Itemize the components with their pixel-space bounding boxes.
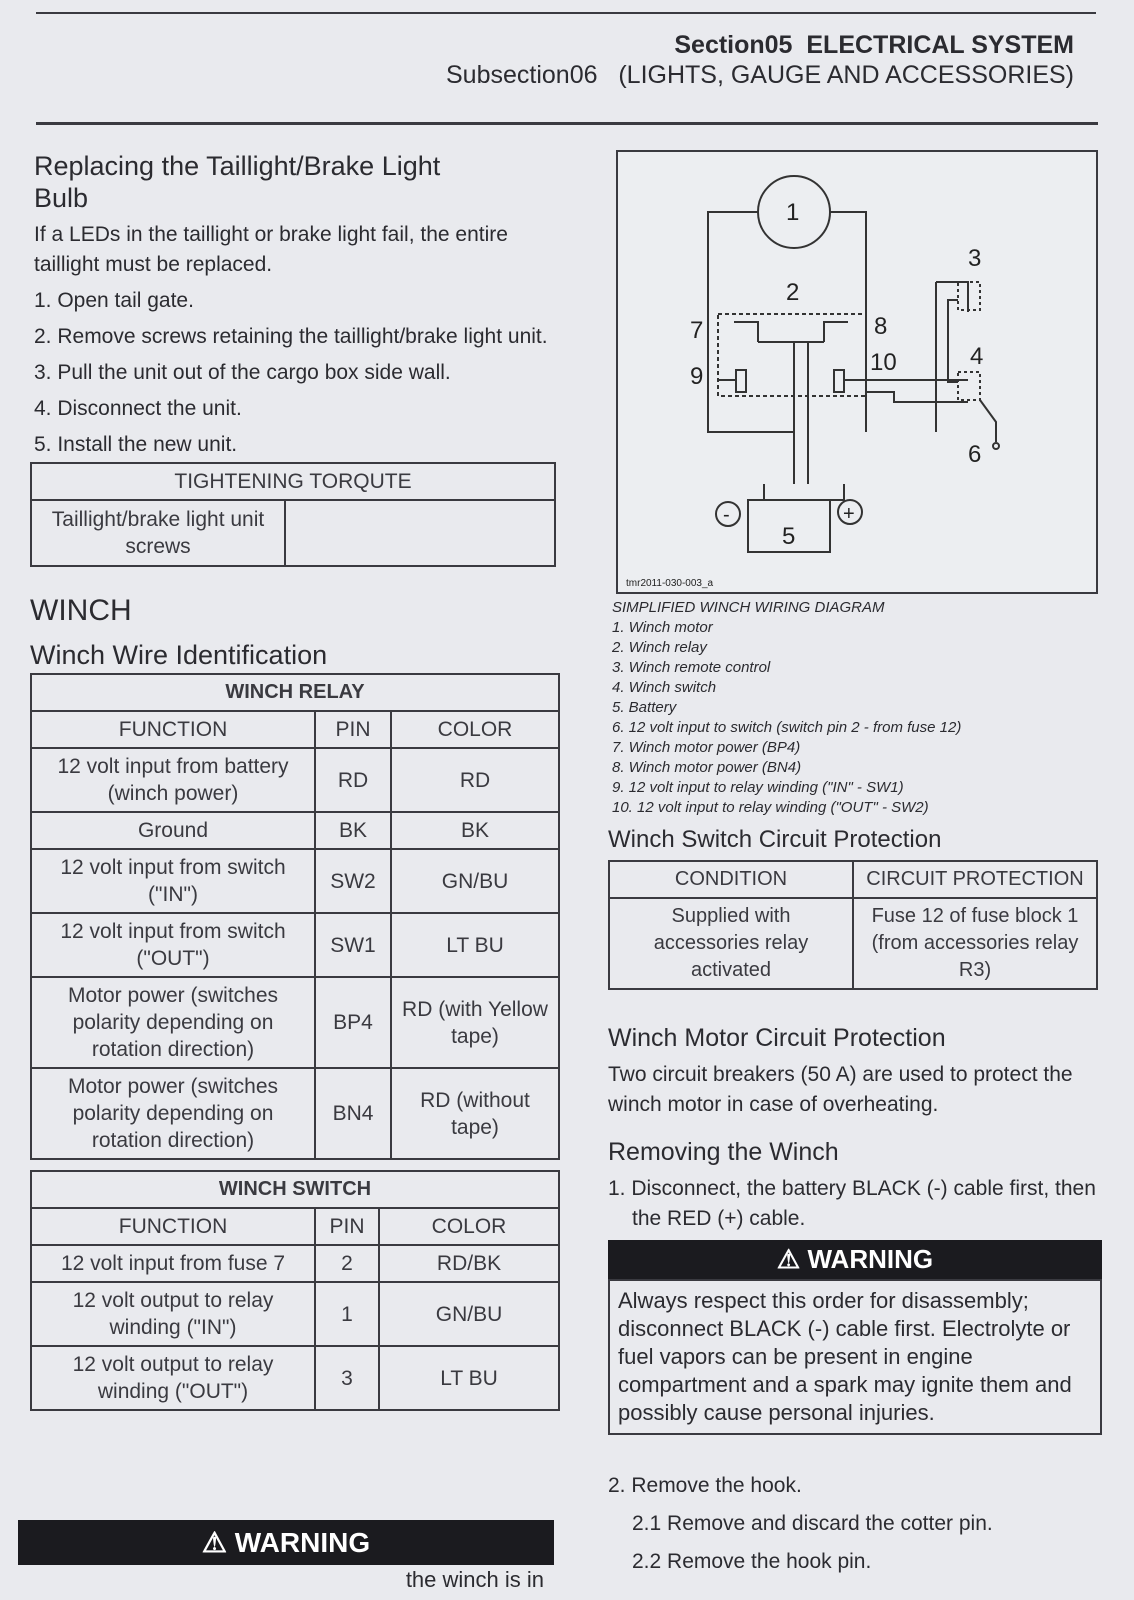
relay-cell-pin: BN4 bbox=[315, 1068, 391, 1159]
label-4: 4 bbox=[970, 343, 984, 370]
label-plus: + bbox=[843, 503, 855, 525]
image-code: tmr2011-030-003_a bbox=[626, 578, 714, 589]
switch-col-color: COLOR bbox=[379, 1208, 559, 1245]
label-2: 2 bbox=[786, 279, 800, 306]
removing-warning-bar bbox=[608, 1240, 1102, 1279]
table-row bbox=[31, 812, 559, 849]
subsection-label: Subsection bbox=[445, 61, 570, 89]
section-header bbox=[446, 30, 1074, 90]
switch-cell-pin: 3 bbox=[315, 1346, 379, 1410]
label-8: 8 bbox=[874, 313, 888, 340]
table-row bbox=[31, 1245, 559, 1282]
table-row bbox=[31, 1068, 559, 1159]
diagram-caption-title: SIMPLIFIED WINCH WIRING DIAGRAM bbox=[612, 599, 885, 616]
wire bbox=[936, 282, 996, 442]
step-5: 5. Install the new unit. bbox=[34, 433, 238, 456]
taillight-intro: If a LEDs in the taillight or brake light fail, the entire taillight must be replaced. bbox=[34, 223, 508, 276]
top-rule bbox=[36, 12, 1096, 14]
relay-cell-pin: SW2 bbox=[315, 849, 391, 913]
list-item: 6. 12 volt input to switch (switch pin 2 - from fuse 12) bbox=[612, 719, 962, 736]
removing-warning bbox=[608, 1240, 1102, 1435]
step-2: 2. Remove screws retaining the taillight/brake light unit. bbox=[34, 325, 548, 348]
wiring-diagram-frame bbox=[616, 150, 1098, 594]
winch-relay-table bbox=[30, 673, 560, 1160]
switch-symbol bbox=[958, 372, 980, 400]
switch-cell-color: GN/BU bbox=[379, 1282, 559, 1346]
switch-cell-color: LT BU bbox=[379, 1346, 559, 1410]
switch-table-title: WINCH SWITCH bbox=[31, 1171, 559, 1208]
motor-protection-text: Two circuit breakers (50 A) are used to protect the winch motor in case of overheating. bbox=[608, 1063, 1073, 1116]
switch-cell-pin: 1 bbox=[315, 1282, 379, 1346]
torque-item: Taillight/brake light unit screws bbox=[31, 500, 285, 566]
taillight-title bbox=[34, 150, 562, 214]
wire bbox=[866, 392, 968, 402]
list-item: 10. 12 volt input to relay winding ("OUT" - SW2) bbox=[612, 799, 929, 816]
relay-coil-symbol bbox=[834, 370, 844, 392]
list-item: 7. Winch motor power (BP4) bbox=[612, 739, 801, 756]
switch-cell-function: 12 volt output to relay winding ("OUT") bbox=[31, 1346, 315, 1410]
wire bbox=[734, 322, 848, 342]
wire bbox=[936, 282, 968, 312]
section-number: 05 bbox=[764, 31, 793, 59]
step-4: 4. Disconnect the unit. bbox=[34, 397, 242, 420]
relay-cell-function: Ground bbox=[31, 812, 315, 849]
relay-cell-function: Motor power (switches polarity depending on rotation direction) bbox=[31, 977, 315, 1068]
switch-cell-function: 12 volt output to relay winding ("IN") bbox=[31, 1282, 315, 1346]
relay-cell-pin: RD bbox=[315, 748, 391, 812]
subsection-number: 06 bbox=[569, 61, 598, 89]
step-1: 1. Open tail gate. bbox=[34, 289, 194, 312]
relay-col-pin: PIN bbox=[315, 711, 391, 748]
removing-step-1: 1. Disconnect, the battery BLACK (-) cable first, then the RED (+) cable. bbox=[608, 1177, 1096, 1230]
step-3: 3. Pull the unit out of the cargo box side wall. bbox=[34, 361, 451, 384]
bottom-warning-label: WARNING bbox=[234, 1527, 371, 1558]
list-item: 5. Battery bbox=[612, 699, 677, 716]
section-title: ELECTRICAL SYSTEM bbox=[806, 31, 1074, 59]
relay-cell-function: 12 volt input from switch ("IN") bbox=[31, 849, 315, 913]
terminal-6 bbox=[993, 443, 999, 449]
motor-protection-title: Winch Motor Circuit Protection bbox=[608, 1024, 946, 1052]
torque-table bbox=[30, 462, 556, 567]
bottom-warning-text: the winch is in bbox=[405, 1567, 544, 1592]
table-row bbox=[31, 748, 559, 812]
relay-coil-symbol bbox=[736, 370, 746, 392]
relay-col-color: COLOR bbox=[391, 711, 559, 748]
relay-cell-function: Motor power (switches polarity depending on rotation direction) bbox=[31, 1068, 315, 1159]
removing-title: Removing the Winch bbox=[608, 1138, 839, 1166]
wire bbox=[794, 432, 808, 484]
switch-cell-color: RD/BK bbox=[379, 1245, 559, 1282]
table-row bbox=[31, 849, 559, 913]
relay-cell-pin: BK bbox=[315, 812, 391, 849]
wire-id-title: Winch Wire Identification bbox=[30, 640, 328, 670]
relay-cell-color: BK bbox=[391, 812, 559, 849]
switch-cell-pin: 2 bbox=[315, 1245, 379, 1282]
table-row bbox=[31, 913, 559, 977]
wire bbox=[948, 300, 958, 382]
removing-step-2: 2. Remove the hook. bbox=[608, 1474, 802, 1497]
switch-col-function: FUNCTION bbox=[31, 1208, 315, 1245]
list-item: 9. 12 volt input to relay winding ("IN" - SW1) bbox=[612, 779, 904, 796]
label-5: 5 bbox=[782, 523, 796, 550]
torque-header: TIGHTENING TORQUTE bbox=[31, 463, 555, 500]
list-item: 2. Winch relay bbox=[612, 639, 707, 656]
wire bbox=[794, 342, 808, 432]
section-label: Section bbox=[674, 31, 765, 59]
protection-col-condition: CONDITION bbox=[609, 861, 853, 898]
left-column bbox=[30, 150, 562, 1411]
taillight-steps bbox=[34, 286, 562, 460]
label-7: 7 bbox=[690, 317, 704, 344]
winch-switch-table bbox=[30, 1170, 560, 1411]
relay-cell-pin: SW1 bbox=[315, 913, 391, 977]
subsection-title: (LIGHTS, GAUGE AND ACCESSORIES) bbox=[618, 61, 1074, 89]
label-10: 10 bbox=[870, 349, 897, 376]
list-item: 1. Winch motor bbox=[612, 619, 713, 636]
winch-heading: WINCH bbox=[30, 594, 132, 627]
table-row bbox=[609, 898, 1097, 989]
label-9: 9 bbox=[690, 363, 704, 390]
label-3: 3 bbox=[968, 245, 982, 272]
section-line bbox=[446, 30, 1074, 60]
relay-cell-pin: BP4 bbox=[315, 977, 391, 1068]
subsection-line bbox=[446, 60, 1074, 90]
wiring-diagram bbox=[618, 152, 1096, 592]
bottom-warning-bar bbox=[18, 1520, 554, 1565]
diagram-legend bbox=[612, 618, 1102, 818]
protection-cell-condition: Supplied with accessories relay activated bbox=[609, 898, 853, 989]
removing-step-2-1: 2.1 Remove and discard the cotter pin. bbox=[632, 1512, 993, 1535]
relay-cell-function: 12 volt input from switch ("OUT") bbox=[31, 913, 315, 977]
list-item: 8. Winch motor power (BN4) bbox=[612, 759, 802, 776]
table-row bbox=[31, 1346, 559, 1410]
relay-col-function: FUNCTION bbox=[31, 711, 315, 748]
table-row bbox=[31, 977, 559, 1068]
list-item: 4. Winch switch bbox=[612, 679, 717, 696]
switch-cell-function: 12 volt input from fuse 7 bbox=[31, 1245, 315, 1282]
label-minus: - bbox=[723, 504, 730, 526]
removing-warning-label: WARNING bbox=[807, 1244, 934, 1274]
label-1: 1 bbox=[786, 199, 800, 226]
switch-protection-title: Winch Switch Circuit Protection bbox=[608, 826, 942, 853]
table-row bbox=[31, 1282, 559, 1346]
relay-cell-color: RD (without tape) bbox=[391, 1068, 559, 1159]
relay-cell-function: 12 volt input from battery (winch power) bbox=[31, 748, 315, 812]
label-6: 6 bbox=[968, 441, 982, 468]
bottom-warning bbox=[18, 1520, 554, 1593]
right-column bbox=[608, 824, 1102, 1577]
removing-step-2-2: 2.2 Remove the hook pin. bbox=[632, 1550, 872, 1573]
switch-col-pin: PIN bbox=[315, 1208, 379, 1245]
warning-icon: ⚠ bbox=[201, 1527, 227, 1558]
protection-cell-circuit: Fuse 12 of fuse block 1 (from accessories relay R3) bbox=[853, 898, 1097, 989]
torque-value bbox=[285, 500, 555, 566]
relay-table-title: WINCH RELAY bbox=[31, 674, 559, 711]
protection-col-circuit: CIRCUIT PROTECTION bbox=[853, 861, 1097, 898]
relay-cell-color: RD (with Yellow tape) bbox=[391, 977, 559, 1068]
diagram-caption bbox=[612, 598, 1102, 818]
removing-warning-text: Always respect this order for disassembly; disconnect BLACK (-) cable first. Electrolyte or fuel vapors can be present in engine compartment and a spark may ignite them and possibly cause personal injuries. bbox=[608, 1279, 1102, 1435]
warning-icon: ⚠ bbox=[776, 1244, 801, 1274]
relay-cell-color: RD bbox=[391, 748, 559, 812]
header-rule bbox=[36, 122, 1098, 125]
taillight-title-line1: Replacing the Taillight/Brake Light bbox=[34, 151, 441, 181]
list-item: 3. Winch remote control bbox=[612, 659, 771, 676]
taillight-title-line2: Bulb bbox=[34, 183, 89, 213]
wire bbox=[764, 484, 844, 500]
relay-cell-color: GN/BU bbox=[391, 849, 559, 913]
switch-protection-table bbox=[608, 860, 1098, 990]
relay-cell-color: LT BU bbox=[391, 913, 559, 977]
